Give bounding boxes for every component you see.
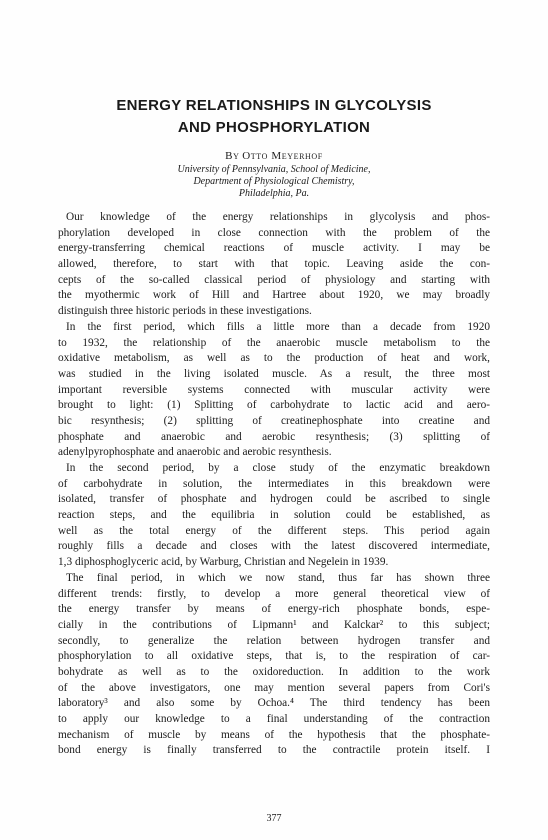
body-text-line: the energy transfer by means of energy-rich phosphate bonds, espe- <box>58 603 490 616</box>
body-text-line: to apply our knowledge to a final understanding of the contraction <box>58 713 490 725</box>
body-text-line: cially in the contributions of Lipmann¹ and Kalckar² to this subject; <box>58 618 490 631</box>
body-text-line: bohydrate as well as to the oxidoreduction. In addition to the work <box>58 665 490 678</box>
body-text-line: reaction steps, and the equilibria in solution could be established, as <box>58 509 490 522</box>
body-text-line: allowed, therefore, to start with that topic. Leaving aside the con- <box>58 258 490 271</box>
affiliation-line-1: University of Pennsylvania, School of Medicine, <box>177 164 371 175</box>
body-text-line: was studied in the living isolated muscle. As a result, the three most <box>58 367 490 380</box>
body-text-line: bond energy is finally transferred to the contractile protein itself. I <box>58 744 490 757</box>
body-text-line: adenylpyrophosphate and anaerobic and aerobic resynthesis. <box>58 446 332 459</box>
body-text-line: the myothermic work of Hill and Hartree about 1920, we may broadly <box>58 289 490 302</box>
author-name: Otto Meyerhof <box>242 150 323 162</box>
body-text-line: secondly, to generalize the relation between hydrogen transfer and <box>58 634 490 647</box>
affiliation-line-2: Department of Physiological Chemistry, <box>193 176 355 187</box>
body-text-line: different trends: firstly, to develop a more general theoretical view of <box>58 587 490 600</box>
body-text-line: well as the total energy of the different steps. This period again <box>58 524 490 537</box>
body-text-line: energy-transferring chemical reactions of muscle activity. I may be <box>58 242 490 255</box>
body-text-line: 1,3 diphosphoglyceric acid, by Warburg, Christian and Negelein in 1939. <box>58 556 389 569</box>
body-text-line: In the second period, by a close study of the enzymatic breakdown <box>66 462 490 474</box>
body-text-line: phosphate and anaerobic and aerobic resynthesis; (3) splitting of <box>58 430 490 443</box>
body-text-line: distinguish three historic periods in these investigations. <box>58 305 312 318</box>
author-affiliation <box>60 164 488 200</box>
body-text-line: important reversible systems connected with muscular activity were <box>58 383 490 396</box>
body-text-line: phosphorylation to all oxidative steps, that is, to the respiration of car- <box>58 650 490 663</box>
page-number: 377 <box>266 813 282 824</box>
body-text-line: cepts of the so-called classical period of physiology and starting with <box>58 273 490 286</box>
body-text-line: of the above investigators, one may mention several papers from Cori's <box>58 681 490 694</box>
title-line-1: ENERGY RELATIONSHIPS IN GLYCOLYSIS <box>116 97 432 114</box>
affiliation-line-3: Philadelphia, Pa. <box>238 188 310 199</box>
body-text-line: isolated, transfer of phosphate and hydrogen could be ascribed to single <box>58 493 490 506</box>
body-text-line: mechanism of muscle by means of the hypothesis that the phosphate- <box>58 728 490 741</box>
byline-prefix: By <box>225 150 240 162</box>
body-text-line: Our knowledge of the energy relationships in glycolysis and phos- <box>66 211 490 223</box>
body-text-line: phorylation developed in close connection with the problem of the <box>58 226 490 239</box>
body-text-line: roughly fills a decade and closes with the latest discovered intermediate, <box>58 540 490 553</box>
author-byline <box>40 149 508 163</box>
body-text-line: The final period, in which we now stand, thus far has shown three <box>66 571 490 584</box>
body-text-line: to 1932, the relationship of the anaerobic muscle metabolism to the <box>58 336 490 349</box>
body-text-line: oxidative metabolism, as well as to the production of heat and work, <box>58 352 490 365</box>
article-title <box>40 95 508 139</box>
body-text-line: laboratory³ and also some by Ochoa.⁴ The third tendency has been <box>58 697 490 710</box>
title-line-2: AND PHOSPHORYLATION <box>177 119 371 136</box>
body-text-line: of carbohydrate in solution, the intermediates in this breakdown were <box>58 477 490 490</box>
body-text-line: In the first period, which fills a little more than a decade from 1920 <box>66 320 490 333</box>
article-body <box>58 210 490 759</box>
body-text-line: bic resynthesis; (2) splitting of creatinephosphate into creatine and <box>58 414 490 427</box>
body-text-line: brought to light: (1) Splitting of carbohydrate to lactic acid and aero- <box>58 399 490 412</box>
